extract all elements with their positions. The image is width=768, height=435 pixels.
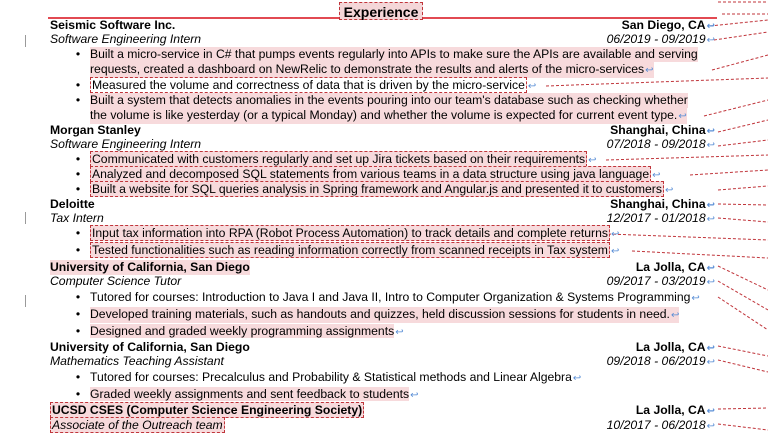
- bullet-marker: •: [75, 290, 81, 304]
- section-heading: Experience: [339, 2, 423, 20]
- bullet-marker: •: [75, 78, 81, 92]
- job-title: Associate of the Outreach team: [52, 418, 223, 432]
- employer-name: University of California, San Diego: [50, 340, 250, 354]
- job-title: Mathematics Teaching Assistant: [50, 354, 224, 368]
- job-location: La Jolla, CA↩: [635, 260, 715, 274]
- job-dates: 06/2019 - 09/2019↩: [606, 32, 715, 46]
- job-title: Tax Intern: [50, 211, 104, 225]
- job-title: Computer Science Tutor: [50, 274, 182, 288]
- bullet-text: Input tax information into RPA (Robot Process Automation) to track details and complete returns ↩: [92, 226, 620, 240]
- job-dates: 09/2017 - 03/2019↩: [606, 274, 715, 288]
- job-dates: 12/2017 - 01/2018↩: [606, 211, 715, 225]
- bullet-text: Designed and graded weekly programming assignments↩: [90, 324, 404, 338]
- bullet-text: Tutored for courses: Precalculus and Probability & Statistical methods and Linear Algebra↩: [90, 370, 582, 384]
- bullet-marker: •: [75, 324, 81, 338]
- bullet-marker: •: [75, 182, 81, 196]
- bullet-text: Developed training materials, such as handouts and quizzes, held discussion sessions for students in need.↩: [90, 307, 680, 321]
- bullet-text: the volume is like yesterday (or a typical Monday) and whether the volume is expected for current event type.↩: [90, 108, 687, 122]
- bullet-marker: •: [75, 370, 81, 384]
- employer-name: Seismic Software Inc.: [50, 18, 176, 32]
- bullet-marker: •: [75, 243, 81, 257]
- change-bar: [25, 295, 26, 307]
- job-location: San Diego, CA↩: [621, 18, 715, 32]
- bullet-text: Measured the volume and correctness of data that is driven by the micro-service ↩: [92, 78, 537, 92]
- bullet-marker: •: [75, 387, 81, 401]
- bullet-marker: •: [75, 226, 81, 240]
- employer-name: University of California, San Diego: [50, 260, 250, 274]
- bullet-marker: •: [75, 93, 81, 107]
- bullet-text: Tested functionalities such as reading information correctly from scanned receipts in Tax system ↩: [92, 243, 620, 257]
- job-dates: 09/2018 - 06/2019↩: [606, 354, 715, 368]
- job-dates: 07/2018 - 09/2018↩: [606, 137, 715, 151]
- bullet-text: Analyzed and decomposed SQL statements from various teams in a data structure using java language ↩: [92, 167, 661, 181]
- bullet-marker: •: [75, 152, 81, 166]
- change-bar: [25, 35, 26, 47]
- job-location: Shanghai, China↩: [610, 123, 715, 137]
- job-dates: 10/2017 - 06/2018↩: [606, 418, 715, 432]
- job-title: Software Engineering Intern: [50, 137, 202, 151]
- bullet-text: Built a website for SQL queries analysis in Spring framework and Angular.js and presented it to customers ↩: [92, 182, 674, 196]
- change-bar: [25, 212, 26, 224]
- job-location: La Jolla, CA↩: [635, 403, 715, 417]
- employer-name: UCSD CSES (Computer Science Engineering Society): [52, 403, 363, 417]
- job-title: Software Engineering Intern: [50, 32, 202, 46]
- employer-name: Morgan Stanley: [50, 123, 141, 137]
- job-location: La Jolla, CA↩: [635, 340, 715, 354]
- bullet-text: requests, created a dashboard on NewRelic to demonstrate the results and alerts of the micro-services↩: [90, 62, 654, 76]
- bullet-marker: •: [75, 167, 81, 181]
- bullet-text: Built a micro-service in C# that pumps events regularly into APIs to make sure the APIs are available and serving: [90, 47, 698, 61]
- bullet-text: Communicated with customers regularly and set up Jira tickets based on their requirements ↩: [92, 152, 597, 166]
- bullet-text: Built a system that detects anomalies in the events pouring into our team's database such as checking whether: [90, 93, 688, 107]
- bullet-text: Tutored for courses: Introduction to Java I and Java II, Intro to Computer Organization & Systems Programming↩: [90, 290, 700, 304]
- bullet-marker: •: [75, 47, 81, 61]
- bullet-text: Graded weekly assignments and sent feedback to students↩: [90, 387, 419, 401]
- job-location: Shanghai, China↩: [610, 197, 715, 211]
- employer-name: Deloitte: [50, 197, 95, 211]
- bullet-marker: •: [75, 307, 81, 321]
